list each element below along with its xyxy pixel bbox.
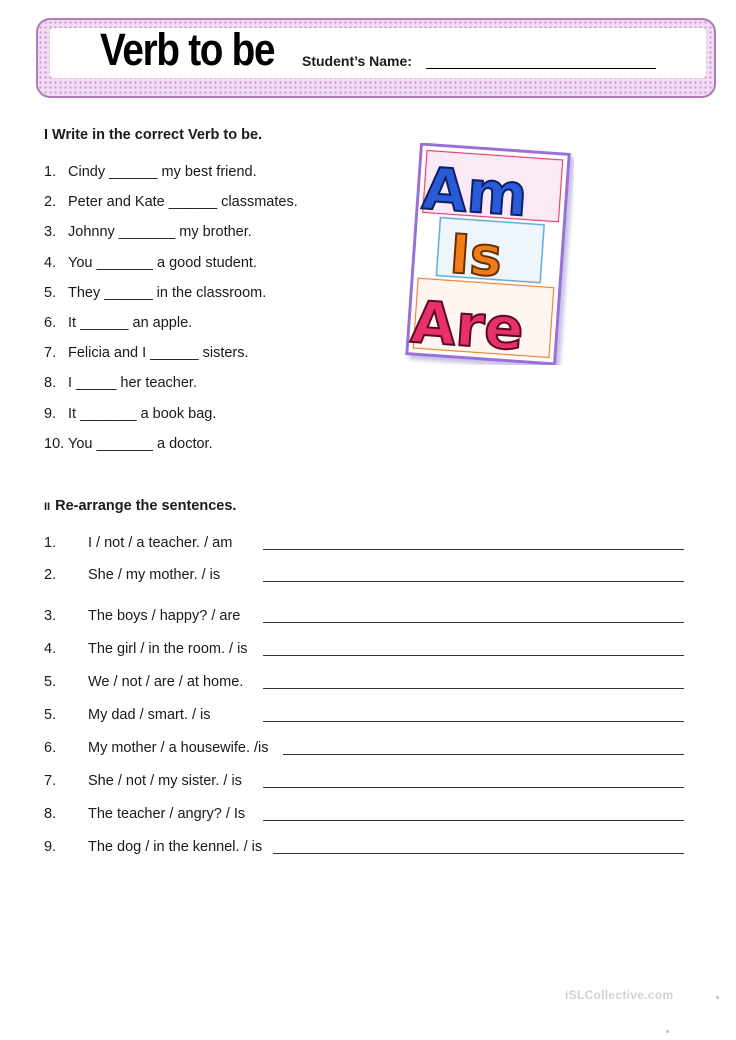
item-text: It ______ an apple. xyxy=(68,315,193,331)
item-text: Johnny _______ my brother. xyxy=(68,224,252,241)
art-word-am: Am xyxy=(420,154,530,230)
item-text: Peter and Kate ______ classmates. xyxy=(68,194,298,211)
item-number: 5. xyxy=(44,284,57,301)
item-number: 6. xyxy=(44,315,57,331)
footer-logo: iSLCollective.com xyxy=(565,988,674,1002)
footer-dot xyxy=(716,996,719,999)
item-number: 7. xyxy=(44,773,57,789)
item-number: 1. xyxy=(44,535,57,551)
item-number: 10. xyxy=(44,435,65,452)
answer-line[interactable] xyxy=(263,655,684,656)
item-number: 7. xyxy=(44,345,57,362)
item-text: Felicia and I ______ sisters. xyxy=(68,345,249,362)
section2-roman: II xyxy=(44,501,51,513)
student-name-label: Student’s Name: xyxy=(302,53,412,69)
answer-line[interactable] xyxy=(263,721,684,722)
answer-line[interactable] xyxy=(273,853,684,854)
item-number: 5. xyxy=(44,707,57,723)
item-text: My dad / smart. / is xyxy=(88,707,211,723)
art-word-is: Is xyxy=(447,222,505,289)
item-number: 8. xyxy=(44,806,57,822)
answer-line[interactable] xyxy=(263,581,684,582)
footer-dot xyxy=(666,1030,669,1033)
answer-line[interactable] xyxy=(263,622,684,623)
item-text: I _____ her teacher. xyxy=(68,375,197,392)
item-text: My mother / a housewife. /is xyxy=(88,740,269,756)
item-number: 2. xyxy=(44,194,57,211)
student-name-line[interactable] xyxy=(426,68,656,69)
item-text: The dog / in the kennel. / is xyxy=(88,839,263,855)
item-text: She / not / my sister. / is xyxy=(88,773,242,789)
item-number: 9. xyxy=(44,405,57,422)
section2-title-text: Re-arrange the sentences. xyxy=(55,498,237,514)
item-number: 4. xyxy=(44,641,57,657)
section2-title xyxy=(44,498,236,514)
item-text: You _______ a good student. xyxy=(68,254,257,271)
item-number: 2. xyxy=(44,567,57,583)
item-text: I / not / a teacher. / am xyxy=(88,535,233,551)
item-text: The teacher / angry? / Is xyxy=(88,806,246,822)
item-text: The boys / happy? / are xyxy=(88,608,241,624)
item-number: 3. xyxy=(44,224,57,241)
item-number: 4. xyxy=(44,254,57,271)
item-text: The girl / in the room. / is xyxy=(88,641,248,657)
item-number: 6. xyxy=(44,740,57,756)
item-number: 8. xyxy=(44,375,57,392)
item-number: 1. xyxy=(44,164,57,180)
am-is-are-illustration xyxy=(402,143,574,365)
item-text: They ______ in the classroom. xyxy=(68,284,267,301)
art-word-are: Are xyxy=(408,287,527,364)
answer-line[interactable] xyxy=(263,820,684,821)
section1-title: I Write in the correct Verb to be. xyxy=(44,127,263,143)
answer-line[interactable] xyxy=(263,688,684,689)
item-text: Cindy ______ my best friend. xyxy=(68,164,257,180)
item-number: 5. xyxy=(44,674,57,690)
item-text: It _______ a book bag. xyxy=(68,405,217,422)
answer-line[interactable] xyxy=(263,787,684,788)
item-text: You _______ a doctor. xyxy=(68,435,213,452)
answer-line[interactable] xyxy=(283,754,684,755)
answer-line[interactable] xyxy=(263,549,684,550)
item-text: She / my mother. / is xyxy=(88,567,221,583)
item-text: We / not / are / at home. xyxy=(88,674,244,690)
item-number: 3. xyxy=(44,608,57,624)
item-number: 9. xyxy=(44,839,57,855)
worksheet-title: Verb to be xyxy=(100,24,275,75)
